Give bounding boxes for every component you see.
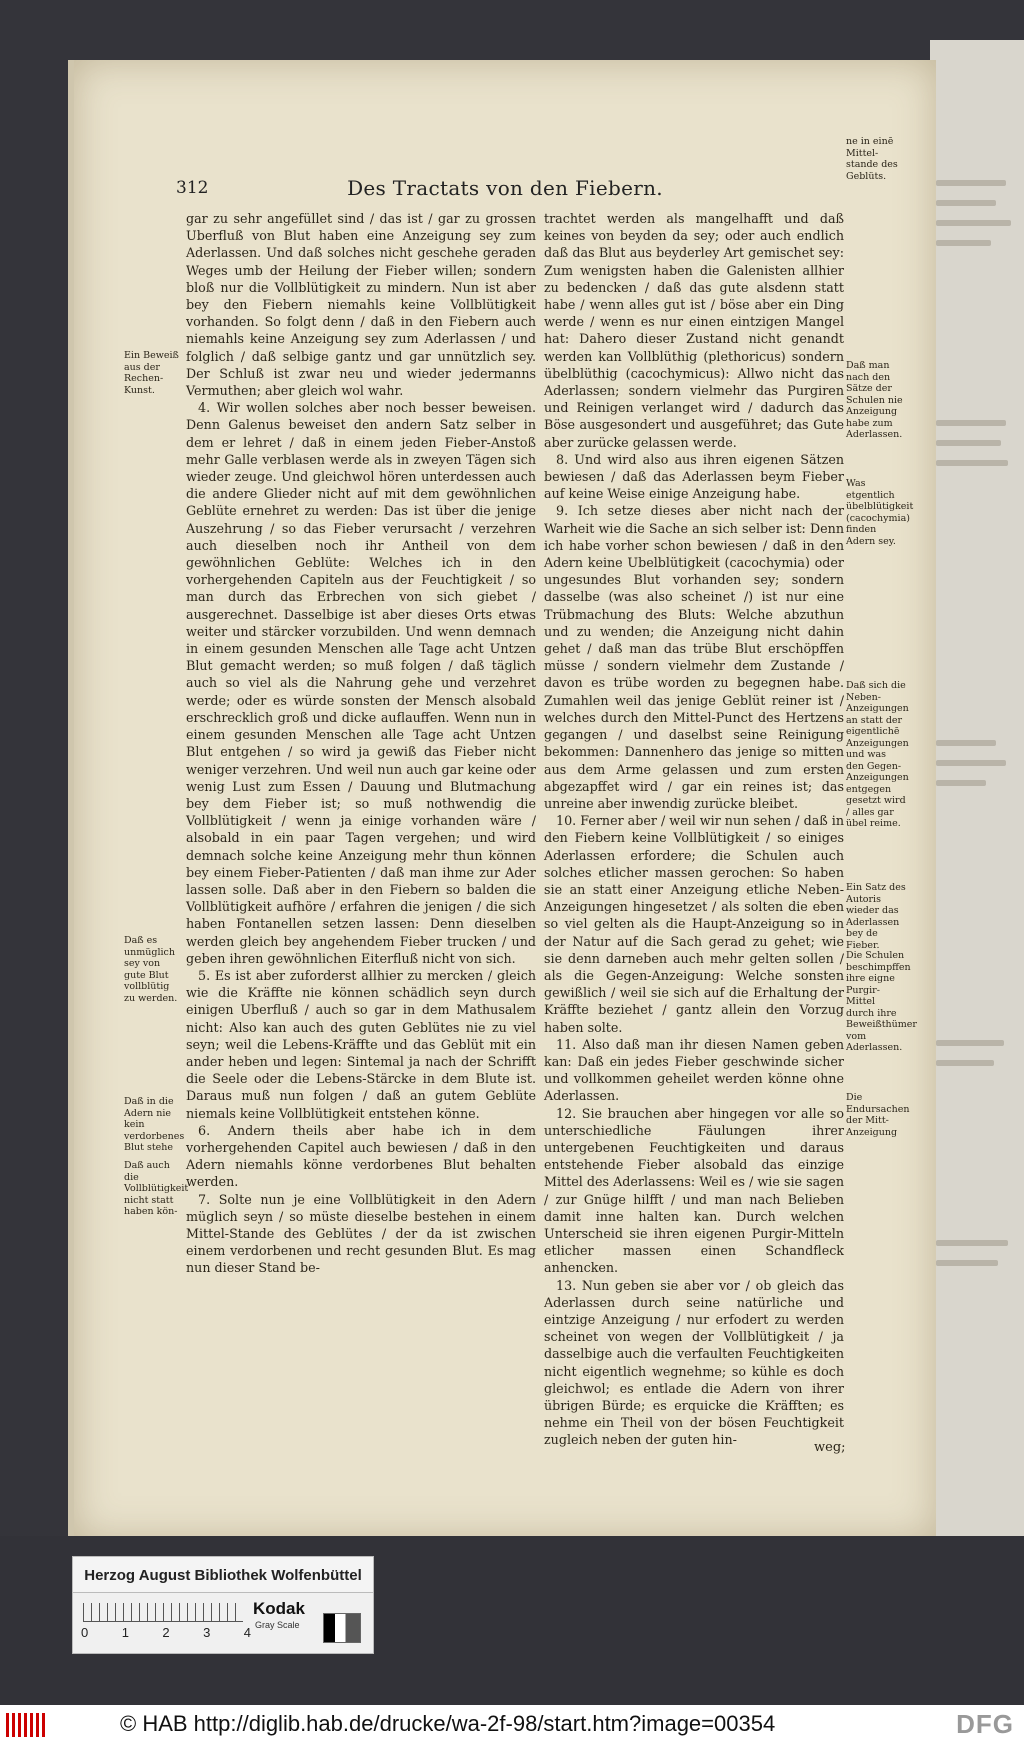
margin-note: Daß es unmüglich sey von gute Blut vollblütig zu werden. (124, 935, 178, 1004)
gray-patch-icon (323, 1613, 361, 1643)
ruler-ticks: 0 1 2 3 4 (81, 1625, 251, 1640)
paragraph: 10. Ferner aber / weil wir nun sehen / daß in den Fiebern keine Vollblütigkeit / so einiges Aderlassen erfordere; die Schulen auch solches etlicher massen gerochen: So haben sie an statt einer Anzeigung etliche Neben-Anzeigungen hingesetzet / als solten die eben so viel gelten als die Haupt-Anzeigung so in der Natur auf die Sach gerad zu gehet; wie sie denn darneben auch mehr gelten sollen / als die Gegen-Anzeigung: Welche sonsten gewißlich / weil sie sich auf die Erhaltung der Kräffte beziehet / gantz allein den Vorzug haben solte. (544, 813, 844, 1035)
margin-note: Ein Satz des Autoris wieder das Aderlassen bey de Fieber. (846, 882, 906, 951)
page-header (74, 178, 936, 208)
margin-note: Daß man nach den Sätze der Schulen nie Anzeigung habe zum Aderlassen. (846, 360, 903, 440)
book-page (68, 60, 936, 1540)
paragraph: 11. Also daß man ihr diesen Namen geben kan: Daß ein jedes Fieber geschwinde sicher und vollkommen geheilet werden könne ohne Aderlassen. (544, 1036, 844, 1104)
footer-source-link[interactable]: © HAB http://diglib.hab.de/drucke/wa-2f-98/start.htm?image=00354 (120, 1711, 776, 1736)
catchword: weg; (814, 1440, 846, 1455)
kodak-brand: Kodak (253, 1599, 305, 1618)
page-number: 312 (176, 178, 209, 198)
margin-note: Daß in die Adern nie kein verdorbenes Blut stehe (124, 1096, 185, 1153)
color-scale-card (72, 1592, 374, 1654)
paragraph: 13. Nun geben sie aber vor / ob gleich das Aderlassen durch seine natürliche und eintzige Anzeigung / nur erfodert zu werden scheinet von wegen der Vollblütigkeit / ja dasselbige auch die verfaulten Feuchtigkeiten nicht eigentlich wegnehme; so kühle es doch gleichwol; es entlade die Adern von ihrer übrigen Bürde; es erquicke die Kräfften; es nehme ein Theil von der bösen Feuchtigkeit zugleich neben der guten hin- (544, 1277, 844, 1448)
paragraph: 9. Ich setze dieses aber nicht nach der Warheit wie die Sache an sich selber ist: Denn ich habe vorher schon bewiesen / daß in den Adern keine Ubelblütigkeit (cacochymia) oder ungesundes Blut vorhanden sey; sondern dasselbe (was also scheinet /) ist nur eine Trübmachung des Bluts: Welche abzuthun und zu wenden; die Anzeigung nicht dahin gehet / daß man das trübe Blut erschöpffen müsse / sondern vielmehr dem Zustande / davon es trübe worden zu begegnen habe. Zumahlen weil das jenige Geblüt reiner ist / welches durch den Mittel-Punct des Hertzens gegangen / und daselbst seine Reinigung bekommen: Dannenhero das jenige so mitten aus dem Arme gelassen und zum ersten abgezapffet wird / gar ein reines ist; das unreine aber inwendig zurücke bleibet. (544, 503, 844, 811)
paragraph: 5. Es ist aber zuforderst allhier zu mercken / gleich wie die Kräffte nie können schädlich seyn durch einigen Uberfluß / auch so gar in dem Mathusalem nicht: Also kan auch des guten Geblütes nie zu viel seyn; weil die Lebens-Kräffte und das Geblüt mit ein ander heben und legen: Sintemal ja nach der Schrifft die Seele oder die Lebens-Stärcke in dem Blute ist. Daraus muß nun folgen / daß an gutem Geblüte niemals keine Vollblütigkeit entstehen könne. (186, 967, 536, 1121)
paragraph: gar zu sehr angefüllet sind / das ist / gar zu grossen Uberfluß von Blut haben eine Anzeigung sey zum Aderlassen. Und daß solches nicht geschehe geraden Weges umb der Heilung der Fieber willen; sondern bloß nur die Vollblütigkeit zu mindern. Nun ist aber bey den Fiebern niemahls keine Vollblütigkeit vorhanden. So folgt denn / daß in den Fiebern auch niemahls keine Anzeigung sey zum Aderlassen / und folglich / daß selbige gantz und gar unnützlich sey. Der Schluß ist zwar neu und wieder jedermanns Vermuthen; aber gleich wol wahr. (186, 211, 536, 399)
running-title: Des Tractats von den Fiebern. (347, 176, 663, 200)
paragraph: 6. Andern theils aber habe ich in dem vorhergehenden Capitel auch bewiesen / daß in den Adern niemahls könne verdorbenes Blut behalten werden. (186, 1122, 536, 1190)
library-label: Herzog August Bibliothek Wolfenbüttel (72, 1556, 374, 1594)
margin-note: Die Endursachen der Mitt-Anzeigung (846, 1092, 910, 1138)
margin-note: Daß auch die Vollblütigkeit nicht statt haben kön- (124, 1160, 189, 1217)
margin-note: ne in einē Mittel-stande des Geblüts. (846, 136, 898, 182)
margin-note: Die Schulen beschimpffen ihre eigne Purgir-Mittel durch ihre Beweißthümer vom Aderlassen. (846, 950, 917, 1053)
margin-note: Was etgentlich übelblütigkeit (cacochymia) finden Adern sey. (846, 478, 914, 547)
hab-logo-icon (6, 1713, 46, 1737)
paragraph: 4. Wir wollen solches aber noch besser beweisen. Denn Galenus beweiset den andern Satz selber in dem er lehret / daß in einem jeden Fieber-Anstoß mehr Galle verblasen werde als in zweyen Tägen sich wieder zeuge. Und gleichwol hören unterdessen auch die andere Glieder nicht auf mit dem gewöhnlichen Geblüte ernehret zu werden: Das ist über die jenige Auszehrung / so das Fieber verursacht / verzehren auch dieselben noch ihr Antheil von dem gewöhnlichen Geblüte: Welches ich in den vorhergehenden Capiteln aus der Feuchtigkeit / so man durch das Erbrechen von sich giebet / ausgerechnet. Dasselbige ist aber dieses Orts etwas weiter und stärcker vorzubilden. Und wenn demnach in einem gesunden Menschen alle Tage acht Untzen Blut gemacht werden; so muß folgen / daß täglich auch so viel als die Nahrung gehe und verzehret werde; oder es würde sonsten der Mensch alsobald erschrecklich groß und dicke auflauffen. Wenn nun in einem gesunden Menschen alle Tage acht Untzen Blut entgehen / so wird ja gewiß das Fieber nicht weniger verzehren. Und weil nun auch gar keine oder wenig Lust zum Essen / Dauung und Blutmachung bey dem Fieber ist; so muß nothwendig die Vollblütigkeit / wenn ja einige vorhanden wäre / alsobald in ein paar Tagen vergehen; und wird demnach solche keine Anzeigung mehr thun können bey einem Fieber-Patienten / daß man ihme zur Ader lassen solle. Daß aber in den Fiebern so balden die Vollblütigkeit aufhöre / erfahren die jenigen / die sich haben Fontanellen setzen lassen: Denn dieselben werden gleich bey angehendem Fieber trucken / und geben ihren gewöhnlichen Eiterfluß nicht von sich. (186, 400, 536, 966)
margin-note: Daß sich die Neben-Anzeigungen an statt der eigentlichē Anzeigungen und was den Gegen-Anzeigungen entgegen gesetzt wird / alles gar übel reime. (846, 680, 909, 829)
dfg-logo: DFG (956, 1709, 1014, 1739)
left-text-column (186, 210, 536, 1277)
ruler-icon (83, 1603, 243, 1622)
footer-bar (0, 1705, 1024, 1745)
facing-page-edge (930, 40, 1024, 1540)
paragraph: 12. Sie brauchen aber hingegen vor alle so unterschiedliche Fäulungen ihrer untergebenen Feuchtigkeiten und daraus entstehende Fieber alsobald das einzige Mittel des Aderlassens: Weil es / wie sie sagen / zur Gnüge hilfft / und man nach Belieben damit inne halten kan. Durch welchen Unterscheid sie ihren eigenen Purgir-Mitteln etlicher massen einen Schandfleck anhencken. (544, 1105, 844, 1276)
margin-note: Ein Beweiß aus der Rechen-Kunst. (124, 350, 179, 396)
paragraph: trachtet werden als mangelhafft und daß keines von beyden da sey; oder auch endlich daß das Blut aus beyderley Art gemischet sey: Zum wenigsten haben die Galenisten allhier zu bedencken / daß das gute alsdenn statt habe / wenn alles gut ist / böse aber ein Ding werde / wenn es nur einen eintzigen Mangel hat: Dahero dieser Zustand nicht genandt werden kan Vollblüthig (plethoricus) sondern übelblüthig (cacochymicus): Allwo nicht das Aderlassen; sondern vielmehr das Purgiren und Reinigen verlanget wird / dadurch das Böse ausgesondert und ausgeführet; das Gute aber zurücke gelassen werde. (544, 211, 844, 450)
right-text-column (544, 210, 844, 1449)
gray-scale-label: Gray Scale (255, 1620, 300, 1630)
paragraph: 8. Und wird also aus ihren eigenen Sätzen bewiesen / daß das Aderlassen beym Fieber auf keine Weise einige Anzeigung habe. (544, 451, 844, 502)
paragraph: 7. Solte nun je eine Vollblütigkeit in den Adern müglich seyn / so müste dieselbe bestehen in einem Mittel-Stande des Geblütes / der da ist zwischen einem verdorbenen und recht gesunden Blut. Es mag nun dieser Stand be- (186, 1191, 536, 1276)
